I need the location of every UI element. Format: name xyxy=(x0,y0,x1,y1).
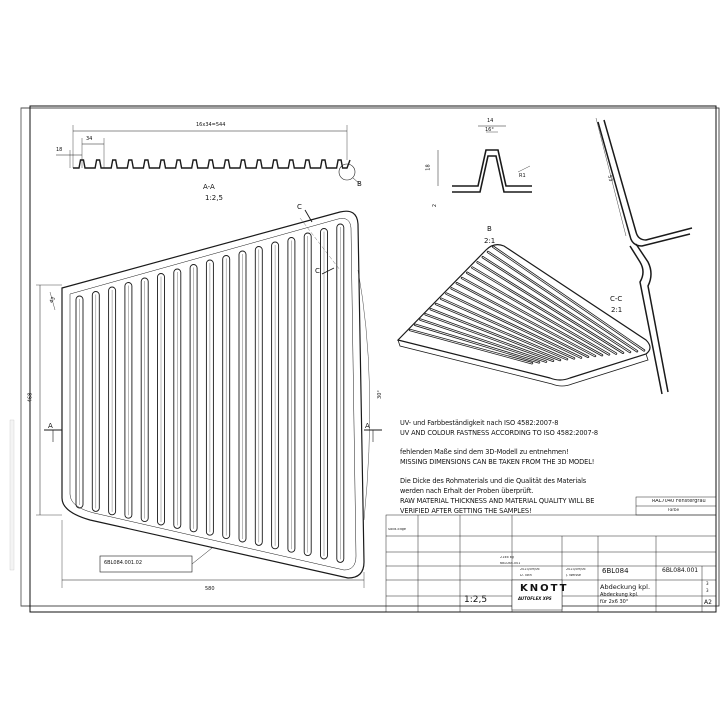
tb-title-1: Abdeckung kpl. xyxy=(600,583,651,591)
cut-a-left: A xyxy=(48,422,53,430)
cut-a-right: A xyxy=(365,422,370,430)
dim-angle: 30° xyxy=(376,390,383,399)
aa-dim-small: 18 xyxy=(56,147,63,153)
left-margin-text xyxy=(10,420,14,570)
detail-b-view xyxy=(438,126,532,192)
tb-color: RAL7040 Fenstergrau xyxy=(652,499,706,504)
aa-scale: 1:2,5 xyxy=(205,194,223,202)
note-uv-de: UV- und Farbbeständigkeit nach ISO 4582:2007-8 xyxy=(400,419,559,427)
b-label: B xyxy=(487,225,492,233)
cc-dim-length: 53 xyxy=(606,174,614,183)
tb-color-label: Farbe xyxy=(668,508,680,512)
note-missing-en: MISSING DIMENSIONS CAN BE TAKEN FROM THE 3D MODEL! xyxy=(400,458,595,466)
cut-c-side: C xyxy=(315,267,320,275)
aa-dim-total: 16x34=544 xyxy=(196,122,226,128)
note-raw-en-1: RAW MATERIAL THICKNESS AND MATERIAL QUALITY WILL BE xyxy=(400,497,595,505)
tb-sheet-size: A2 xyxy=(704,599,712,606)
cc-scale: 2:1 xyxy=(611,306,623,314)
tb-drawn-by: D. Toth xyxy=(520,574,532,577)
iso-slot xyxy=(457,283,595,356)
b-dim-height: 18 xyxy=(425,164,432,171)
tb-date-1: 2023/09/06 xyxy=(520,568,540,571)
note-raw-en-2: VERIFIED AFTER GETTING THE SAMPLES! xyxy=(400,507,532,515)
tb-sheet-1: 3 xyxy=(706,581,709,586)
b-dim-radius: R1 xyxy=(519,173,526,179)
aa-detail-ref: B xyxy=(357,180,362,188)
note-raw-de-1: Die Dicke des Rohmaterials und die Qualität des Materials xyxy=(400,477,587,485)
tb-material: Solid-Edge xyxy=(388,528,407,531)
note-missing-de: fehlenden Maße sind dem 3D-Modell zu entnehmen! xyxy=(400,448,569,456)
b-dim-width: 14 xyxy=(487,118,494,124)
isometric-view xyxy=(398,245,650,386)
dim-width: 580 xyxy=(205,586,215,592)
front-view xyxy=(36,210,382,588)
b-dim-thk: 2 xyxy=(432,203,439,208)
b-dim-angle: 16° xyxy=(485,127,494,133)
aa-dim-pitch: 34 xyxy=(86,136,93,142)
dim-height: 468 xyxy=(27,392,34,403)
tb-scale: 1:2,5 xyxy=(464,595,488,605)
section-aa-view xyxy=(56,122,360,184)
dim-43: 43 xyxy=(48,295,57,305)
section-cc-view xyxy=(596,118,692,394)
b-scale: 2:1 xyxy=(484,237,496,245)
tb-company-sub: AUTOFLEX XPS xyxy=(518,596,552,601)
tb-date-2: 2023/09/06 xyxy=(566,568,586,571)
cc-label: C-C xyxy=(610,295,623,303)
part-number-tag: 6BL084.001.02 xyxy=(104,560,143,566)
tb-title-2: Abdeckung kpl. xyxy=(600,592,639,598)
tb-title-3: für 2x6 30° xyxy=(600,599,629,605)
tb-sheet-2: 3 xyxy=(706,588,709,593)
tb-weight: 2146 kg xyxy=(500,556,514,559)
tb-checked-by: J. Weisse xyxy=(566,574,581,577)
aa-label: A-A xyxy=(203,183,215,191)
cut-c-top: C xyxy=(297,203,302,211)
note-raw-de-2: werden nach Erhalt der Proben überprüft. xyxy=(400,487,534,495)
tb-drawing-no-1: 6BL084 xyxy=(602,567,629,575)
tb-part-ref: 6BL084.001 xyxy=(500,562,521,565)
tb-company: KNOTT xyxy=(520,583,569,594)
note-uv-en: UV AND COLOUR FASTNESS ACCORDING TO ISO 4582:2007-8 xyxy=(400,429,598,437)
tb-drawing-no-2: 6BL084.001 xyxy=(662,567,699,574)
